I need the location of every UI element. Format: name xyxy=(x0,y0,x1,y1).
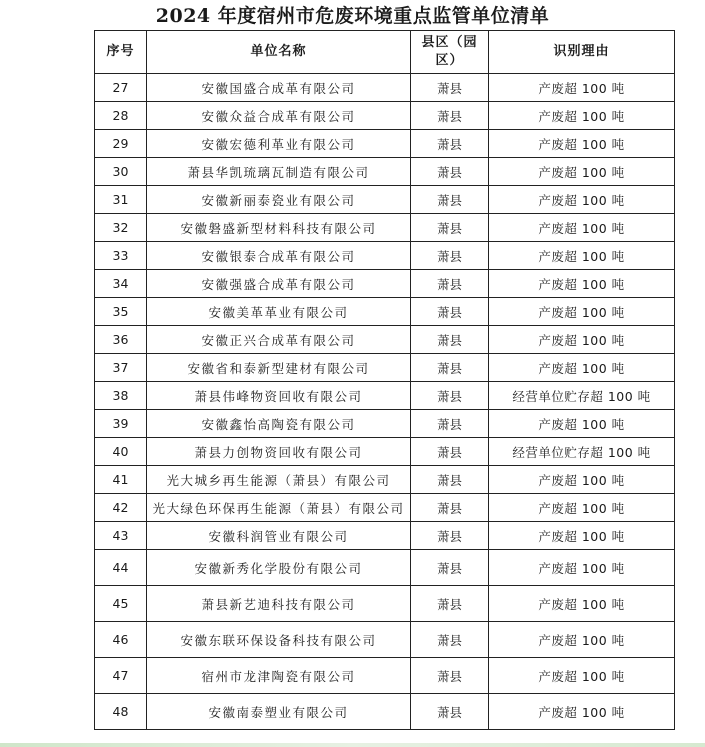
cell-county: 萧县 xyxy=(411,354,489,382)
cell-unit-name: 萧县力创物资回收有限公司 xyxy=(147,438,411,466)
table-row xyxy=(95,298,675,326)
table-row xyxy=(95,466,675,494)
table-row xyxy=(95,586,675,622)
cell-unit-name: 宿州市龙津陶瓷有限公司 xyxy=(147,658,411,694)
table-body xyxy=(95,74,675,730)
table-row xyxy=(95,326,675,354)
cell-unit-name: 安徽省和泰新型建材有限公司 xyxy=(147,354,411,382)
cell-seq: 37 xyxy=(95,354,147,382)
cell-reason: 产废超 100 吨 xyxy=(489,214,675,242)
cell-seq: 29 xyxy=(95,130,147,158)
cell-unit-name: 萧县伟峰物资回收有限公司 xyxy=(147,382,411,410)
cell-county: 萧县 xyxy=(411,622,489,658)
cell-county: 萧县 xyxy=(411,158,489,186)
cell-unit-name: 安徽南泰塑业有限公司 xyxy=(147,694,411,730)
cell-seq: 42 xyxy=(95,494,147,522)
table-row xyxy=(95,270,675,298)
cell-seq: 30 xyxy=(95,158,147,186)
cell-county: 萧县 xyxy=(411,438,489,466)
cell-reason: 产废超 100 吨 xyxy=(489,658,675,694)
cell-unit-name: 安徽正兴合成革有限公司 xyxy=(147,326,411,354)
cell-seq: 35 xyxy=(95,298,147,326)
table-header-row xyxy=(95,31,675,74)
table-row xyxy=(95,186,675,214)
cell-county: 萧县 xyxy=(411,410,489,438)
cell-unit-name: 安徽科润管业有限公司 xyxy=(147,522,411,550)
table-row xyxy=(95,354,675,382)
header-seq: 序号 xyxy=(95,31,147,74)
cell-reason: 产废超 100 吨 xyxy=(489,270,675,298)
cell-county: 萧县 xyxy=(411,214,489,242)
cell-unit-name: 安徽众益合成革有限公司 xyxy=(147,102,411,130)
cell-reason: 产废超 100 吨 xyxy=(489,74,675,102)
table-row xyxy=(95,658,675,694)
table-row xyxy=(95,550,675,586)
cell-unit-name: 安徽新秀化学股份有限公司 xyxy=(147,550,411,586)
cell-county: 萧县 xyxy=(411,270,489,298)
cell-county: 萧县 xyxy=(411,522,489,550)
cell-county: 萧县 xyxy=(411,494,489,522)
cell-county: 萧县 xyxy=(411,326,489,354)
cell-seq: 47 xyxy=(95,658,147,694)
cell-county: 萧县 xyxy=(411,130,489,158)
cell-county: 萧县 xyxy=(411,186,489,214)
cell-reason: 产废超 100 吨 xyxy=(489,298,675,326)
cell-seq: 28 xyxy=(95,102,147,130)
cell-reason: 产废超 100 吨 xyxy=(489,242,675,270)
table-row xyxy=(95,622,675,658)
cell-seq: 46 xyxy=(95,622,147,658)
cell-reason: 产废超 100 吨 xyxy=(489,354,675,382)
table-row xyxy=(95,74,675,102)
cell-county: 萧县 xyxy=(411,550,489,586)
table-row xyxy=(95,102,675,130)
cell-seq: 31 xyxy=(95,186,147,214)
cell-unit-name: 安徽国盛合成革有限公司 xyxy=(147,74,411,102)
cell-seq: 27 xyxy=(95,74,147,102)
cell-county: 萧县 xyxy=(411,466,489,494)
bottom-strip xyxy=(0,743,705,747)
cell-unit-name: 安徽宏德利革业有限公司 xyxy=(147,130,411,158)
cell-reason: 产废超 100 吨 xyxy=(489,130,675,158)
cell-unit-name: 安徽美革革业有限公司 xyxy=(147,298,411,326)
cell-county: 萧县 xyxy=(411,658,489,694)
header-county-text: 县区（园区） xyxy=(421,35,478,68)
cell-unit-name: 萧县华凯琉璃瓦制造有限公司 xyxy=(147,158,411,186)
cell-county: 萧县 xyxy=(411,586,489,622)
cell-county: 萧县 xyxy=(411,694,489,730)
cell-reason: 产废超 100 吨 xyxy=(489,186,675,214)
cell-county: 萧县 xyxy=(411,102,489,130)
table-row xyxy=(95,694,675,730)
cell-reason: 产废超 100 吨 xyxy=(489,622,675,658)
cell-county: 萧县 xyxy=(411,382,489,410)
cell-seq: 44 xyxy=(95,550,147,586)
cell-seq: 41 xyxy=(95,466,147,494)
cell-seq: 45 xyxy=(95,586,147,622)
cell-reason: 产废超 100 吨 xyxy=(489,694,675,730)
cell-unit-name: 光大绿色环保再生能源（萧县）有限公司 xyxy=(147,494,411,522)
header-reason: 识别理由 xyxy=(489,31,675,74)
cell-reason: 经营单位贮存超 100 吨 xyxy=(489,382,675,410)
cell-seq: 39 xyxy=(95,410,147,438)
cell-unit-name: 萧县新艺迪科技有限公司 xyxy=(147,586,411,622)
cell-reason: 产废超 100 吨 xyxy=(489,550,675,586)
page-title: 2024 年度宿州市危废环境重点监管单位清单 xyxy=(155,5,550,27)
table-row xyxy=(95,410,675,438)
cell-reason: 产废超 100 吨 xyxy=(489,494,675,522)
cell-unit-name: 安徽磐盛新型材料科技有限公司 xyxy=(147,214,411,242)
cell-unit-name: 光大城乡再生能源（萧县）有限公司 xyxy=(147,466,411,494)
cell-reason: 产废超 100 吨 xyxy=(489,466,675,494)
cell-unit-name: 安徽鑫怡高陶瓷有限公司 xyxy=(147,410,411,438)
unit-list-table xyxy=(94,30,675,730)
cell-seq: 34 xyxy=(95,270,147,298)
cell-seq: 43 xyxy=(95,522,147,550)
cell-county: 萧县 xyxy=(411,298,489,326)
table-row xyxy=(95,158,675,186)
cell-unit-name: 安徽新丽泰瓷业有限公司 xyxy=(147,186,411,214)
cell-reason: 产废超 100 吨 xyxy=(489,326,675,354)
table-row xyxy=(95,130,675,158)
cell-seq: 40 xyxy=(95,438,147,466)
cell-seq: 38 xyxy=(95,382,147,410)
cell-county: 萧县 xyxy=(411,242,489,270)
cell-unit-name: 安徽东联环保设备科技有限公司 xyxy=(147,622,411,658)
table-row xyxy=(95,494,675,522)
header-county xyxy=(411,31,489,74)
cell-seq: 48 xyxy=(95,694,147,730)
header-name: 单位名称 xyxy=(147,31,411,74)
table-row xyxy=(95,438,675,466)
cell-seq: 33 xyxy=(95,242,147,270)
cell-reason: 产废超 100 吨 xyxy=(489,522,675,550)
cell-reason: 产废超 100 吨 xyxy=(489,586,675,622)
table-row xyxy=(95,214,675,242)
cell-unit-name: 安徽银泰合成革有限公司 xyxy=(147,242,411,270)
cell-seq: 32 xyxy=(95,214,147,242)
cell-unit-name: 安徽强盛合成革有限公司 xyxy=(147,270,411,298)
cell-county: 萧县 xyxy=(411,74,489,102)
cell-reason: 产废超 100 吨 xyxy=(489,102,675,130)
table-row xyxy=(95,382,675,410)
table-row xyxy=(95,522,675,550)
cell-reason: 经营单位贮存超 100 吨 xyxy=(489,438,675,466)
cell-seq: 36 xyxy=(95,326,147,354)
cell-reason: 产废超 100 吨 xyxy=(489,410,675,438)
table-row xyxy=(95,242,675,270)
cell-reason: 产废超 100 吨 xyxy=(489,158,675,186)
